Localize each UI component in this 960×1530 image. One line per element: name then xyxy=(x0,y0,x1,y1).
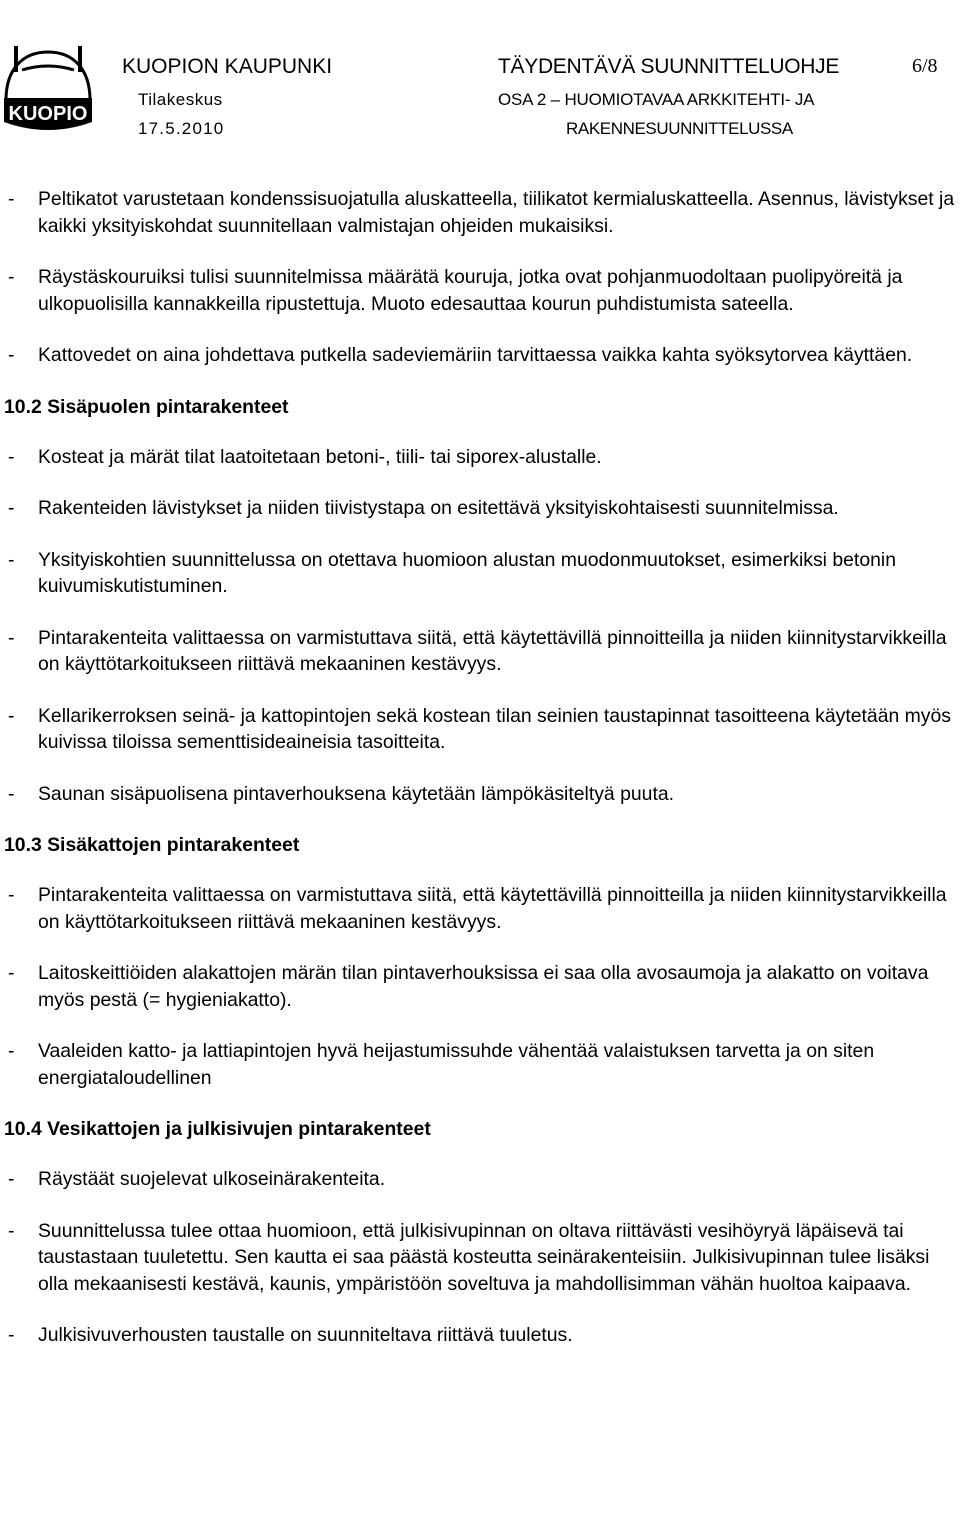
list-item: - Pintarakenteita valittaessa on varmistuttava siitä, että käytettävillä pinnoitteilla ja niiden kiinnitystarvikkeilla on käyttötarkoitukseen riittävä mekaaninen kestävyys. xyxy=(8,884,947,933)
list-item: - Yksityiskohtien suunnittelussa on otettava huomioon alustan muodonmuutokset, esimerkiksi betonin kuivumiskutistuminen. xyxy=(8,548,896,597)
document-part-continued: RAKENNESUUNNITTELUSSA xyxy=(566,119,793,138)
page-number: 6/8 xyxy=(912,55,938,77)
section-heading-10-2: 10.2 Sisäpuolen pintarakenteet xyxy=(4,395,289,418)
list-item: - Räystäskouruiksi tulisi suunnitelmissa määrätä kouruja, jotka ovat pohjanmuodoltaan puolipyöreitä ja ulkopuolisilla kannakkeilla ripustettuja. Muoto edesauttaa kourun puhdistumista sateella. xyxy=(8,266,903,315)
section-heading-10-4: 10.4 Vesikattojen ja julkisivujen pintarakenteet xyxy=(4,1118,431,1140)
section-heading-10-3: 10.3 Sisäkattojen pintarakenteet xyxy=(4,834,300,856)
list-item: - Saunan sisäpuolisena pintaverhouksena käytetään lämpökäsiteltyä puuta. xyxy=(8,782,675,805)
document-part: OSA 2 – HUOMIOTAVAA ARKKITEHTI- JA xyxy=(498,90,815,109)
list-item: - Julkisivuverhousten taustalle on suunniteltava riittävä tuuletus. xyxy=(8,1324,573,1346)
list-item: - Suunnittelussa tulee ottaa huomioon, että julkisivupinnan on oltava riittävästi vesihöyryä läpäisevä tai taustastaan tuuletettu. Sen kautta ei saa päästä kosteutta seinärakenteisiin. Julkisivupinnan tulee lisäksi olla mekaanisesti kestävä, kaunis, ympäristöön soveltuva ja mahdollisimman vähän huoltoa kaipaava. xyxy=(8,1219,930,1295)
list-item: - Rakenteiden lävistykset ja niiden tiivistystapa on esitettävä yksityiskohtaisesti suunnitelmissa. xyxy=(8,497,839,519)
unit-name: Tilakeskus xyxy=(138,90,223,109)
page-header xyxy=(0,0,960,140)
list-item: - Kattovedet on aina johdettava putkella sadeviemäriin tarvittaessa vaikka kahta syöksytorvea käyttäen. xyxy=(8,344,913,366)
list-item: - Laitoskeittiöiden alakattojen märän tilan pintaverhouksissa ei saa olla avosaumoja ja alakatto on voitava myös pestä (= hygieniakatto). xyxy=(8,962,929,1011)
document-title: TÄYDENTÄVÄ SUUNNITTELUOHJE xyxy=(498,55,840,78)
list-item: - Kellarikerroksen seinä- ja kattopintojen sekä kostean tilan seinien taustapinnat tasoitteena käytetään myös kuivissa tiloissa sementtisideaineisia tasoitteita. xyxy=(8,704,951,753)
list-item: - Kosteat ja märät tilat laatoitetaan betoni-, tiili- tai siporex-alustalle. xyxy=(8,445,602,468)
list-item: - Pintarakenteita valittaessa on varmistuttava siitä, että käytettävillä pinnoitteilla ja niiden kiinnitystarvikkeilla on käyttötarkoitukseen riittävä mekaaninen kestävyys. xyxy=(8,626,947,675)
list-item: - Vaaleiden katto- ja lattiapintojen hyvä heijastumissuhde vähentää valaistuksen tarvetta ja on siten energiataloudellinen xyxy=(8,1040,875,1089)
list-item: - Peltikatot varustetaan kondenssisuojatulla aluskatteella, tiilikatot kermialuskatteella. Asennus, lävistykset ja kaikki yksityiskohdat suunnitellaan valmistajan ohjeiden mukaisiksi. xyxy=(8,188,955,237)
document-date: 17.5.2010 xyxy=(138,119,225,138)
list-item: - Räystäät suojelevat ulkoseinärakenteita. xyxy=(8,1168,386,1190)
logo-text: KUOPIO xyxy=(8,103,88,125)
kuopio-logo xyxy=(0,40,96,140)
document-body xyxy=(0,186,960,1374)
organization-name: KUOPION KAUPUNKI xyxy=(122,55,333,78)
